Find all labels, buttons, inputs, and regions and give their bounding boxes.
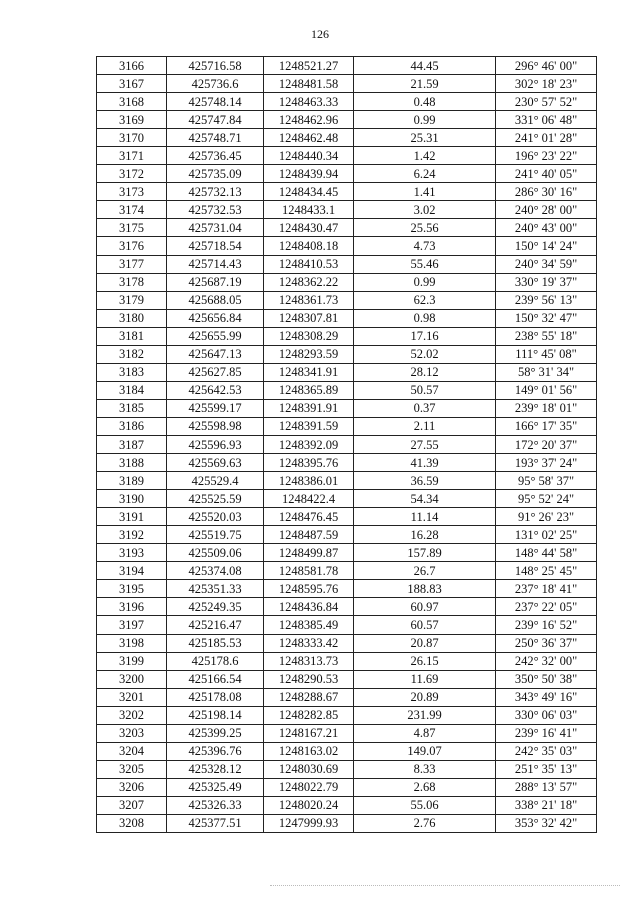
x-coordinate-cell: 425688.05 (167, 291, 264, 309)
distance-cell: 4.73 (354, 237, 496, 255)
point-number-cell: 3195 (97, 580, 167, 598)
point-number-cell: 3200 (97, 670, 167, 688)
bearing-cell: 111° 45' 08" (496, 345, 597, 363)
table-row (97, 237, 597, 255)
y-coordinate-cell: 1248030.69 (264, 760, 354, 778)
table-row (97, 381, 597, 399)
distance-cell: 0.48 (354, 93, 496, 111)
point-number-cell: 3201 (97, 688, 167, 706)
y-coordinate-cell: 1248581.78 (264, 562, 354, 580)
distance-cell: 20.87 (354, 634, 496, 652)
bearing-cell: 95° 58' 37" (496, 472, 597, 490)
point-number-cell: 3181 (97, 327, 167, 345)
y-coordinate-cell: 1248361.73 (264, 291, 354, 309)
point-number-cell: 3199 (97, 652, 167, 670)
point-number-cell: 3177 (97, 255, 167, 273)
y-coordinate-cell: 1248439.94 (264, 165, 354, 183)
bearing-cell: 238° 55' 18" (496, 327, 597, 345)
bearing-cell: 286° 30' 16" (496, 183, 597, 201)
x-coordinate-cell: 425627.85 (167, 363, 264, 381)
y-coordinate-cell: 1248430.47 (264, 219, 354, 237)
distance-cell: 149.07 (354, 742, 496, 760)
bearing-cell: 150° 32' 47" (496, 309, 597, 327)
point-number-cell: 3185 (97, 399, 167, 417)
point-number-cell: 3175 (97, 219, 167, 237)
distance-cell: 0.99 (354, 111, 496, 129)
point-number-cell: 3191 (97, 508, 167, 526)
table-row (97, 309, 597, 327)
table-row (97, 93, 597, 111)
x-coordinate-cell: 425525.59 (167, 490, 264, 508)
y-coordinate-cell: 1248282.85 (264, 706, 354, 724)
table-row (97, 580, 597, 598)
point-number-cell: 3196 (97, 598, 167, 616)
point-number-cell: 3173 (97, 183, 167, 201)
table-row (97, 634, 597, 652)
y-coordinate-cell: 1248333.42 (264, 634, 354, 652)
point-number-cell: 3172 (97, 165, 167, 183)
bearing-cell: 193° 37' 24" (496, 454, 597, 472)
distance-cell: 1.42 (354, 147, 496, 165)
bearing-cell: 338° 21' 18" (496, 796, 597, 814)
bearing-cell: 302° 18' 23" (496, 75, 597, 93)
distance-cell: 28.12 (354, 363, 496, 381)
point-number-cell: 3168 (97, 93, 167, 111)
y-coordinate-cell: 1248440.34 (264, 147, 354, 165)
table-row (97, 435, 597, 453)
table-row (97, 291, 597, 309)
point-number-cell: 3182 (97, 345, 167, 363)
table-row (97, 345, 597, 363)
table-row (97, 273, 597, 291)
page-number: 126 (311, 27, 329, 41)
y-coordinate-cell: 1248499.87 (264, 544, 354, 562)
distance-cell: 3.02 (354, 201, 496, 219)
x-coordinate-cell: 425178.08 (167, 688, 264, 706)
y-coordinate-cell: 1248463.33 (264, 93, 354, 111)
y-coordinate-cell: 1247999.93 (264, 814, 354, 832)
x-coordinate-cell: 425569.63 (167, 454, 264, 472)
x-coordinate-cell: 425529.4 (167, 472, 264, 490)
x-coordinate-cell: 425396.76 (167, 742, 264, 760)
table-row (97, 147, 597, 165)
distance-cell: 0.99 (354, 273, 496, 291)
bearing-cell: 196° 23' 22" (496, 147, 597, 165)
point-number-cell: 3194 (97, 562, 167, 580)
x-coordinate-cell: 425178.6 (167, 652, 264, 670)
distance-cell: 60.57 (354, 616, 496, 634)
point-number-cell: 3187 (97, 435, 167, 453)
table-row (97, 57, 597, 75)
x-coordinate-cell: 425598.98 (167, 417, 264, 435)
point-number-cell: 3171 (97, 147, 167, 165)
y-coordinate-cell: 1248020.24 (264, 796, 354, 814)
y-coordinate-cell: 1248288.67 (264, 688, 354, 706)
bearing-cell: 350° 50' 38" (496, 670, 597, 688)
x-coordinate-cell: 425520.03 (167, 508, 264, 526)
y-coordinate-cell: 1248313.73 (264, 652, 354, 670)
bearing-cell: 330° 06' 03" (496, 706, 597, 724)
distance-cell: 52.02 (354, 345, 496, 363)
point-number-cell: 3179 (97, 291, 167, 309)
bearing-cell: 131° 02' 25" (496, 526, 597, 544)
distance-cell: 25.56 (354, 219, 496, 237)
x-coordinate-cell: 425656.84 (167, 309, 264, 327)
x-coordinate-cell: 425718.54 (167, 237, 264, 255)
y-coordinate-cell: 1248386.01 (264, 472, 354, 490)
bearing-cell: 241° 01' 28" (496, 129, 597, 147)
y-coordinate-cell: 1248341.91 (264, 363, 354, 381)
table-row (97, 508, 597, 526)
distance-cell: 25.31 (354, 129, 496, 147)
distance-cell: 55.46 (354, 255, 496, 273)
bearing-cell: 237° 18' 41" (496, 580, 597, 598)
distance-cell: 44.45 (354, 57, 496, 75)
table-row (97, 129, 597, 147)
distance-cell: 26.7 (354, 562, 496, 580)
bearing-cell: 166° 17' 35" (496, 417, 597, 435)
y-coordinate-cell: 1248307.81 (264, 309, 354, 327)
y-coordinate-cell: 1248163.02 (264, 742, 354, 760)
y-coordinate-cell: 1248422.4 (264, 490, 354, 508)
distance-cell: 16.28 (354, 526, 496, 544)
bearing-cell: 237° 22' 05" (496, 598, 597, 616)
bearing-cell: 239° 16' 41" (496, 724, 597, 742)
point-number-cell: 3189 (97, 472, 167, 490)
bearing-cell: 288° 13' 57" (496, 778, 597, 796)
point-number-cell: 3166 (97, 57, 167, 75)
bearing-cell: 242° 35' 03" (496, 742, 597, 760)
x-coordinate-cell: 425198.14 (167, 706, 264, 724)
bearing-cell: 241° 40' 05" (496, 165, 597, 183)
table-row (97, 796, 597, 814)
y-coordinate-cell: 1248436.84 (264, 598, 354, 616)
distance-cell: 21.59 (354, 75, 496, 93)
y-coordinate-cell: 1248308.29 (264, 327, 354, 345)
bearing-cell: 148° 44' 58" (496, 544, 597, 562)
bearing-cell: 240° 34' 59" (496, 255, 597, 273)
y-coordinate-cell: 1248290.53 (264, 670, 354, 688)
coordinates-table (96, 56, 597, 833)
y-coordinate-cell: 1248476.45 (264, 508, 354, 526)
table-row (97, 165, 597, 183)
x-coordinate-cell: 425325.49 (167, 778, 264, 796)
table-row (97, 598, 597, 616)
x-coordinate-cell: 425748.14 (167, 93, 264, 111)
table-row (97, 778, 597, 796)
x-coordinate-cell: 425166.54 (167, 670, 264, 688)
y-coordinate-cell: 1248022.79 (264, 778, 354, 796)
x-coordinate-cell: 425731.04 (167, 219, 264, 237)
y-coordinate-cell: 1248462.96 (264, 111, 354, 129)
bearing-cell: 331° 06' 48" (496, 111, 597, 129)
x-coordinate-cell: 425351.33 (167, 580, 264, 598)
distance-cell: 17.16 (354, 327, 496, 345)
y-coordinate-cell: 1248293.59 (264, 345, 354, 363)
table-row (97, 219, 597, 237)
distance-cell: 62.3 (354, 291, 496, 309)
table-row (97, 544, 597, 562)
coordinates-table-body (97, 57, 597, 833)
y-coordinate-cell: 1248433.1 (264, 201, 354, 219)
bearing-cell: 330° 19' 37" (496, 273, 597, 291)
distance-cell: 6.24 (354, 165, 496, 183)
y-coordinate-cell: 1248391.91 (264, 399, 354, 417)
table-row (97, 742, 597, 760)
point-number-cell: 3208 (97, 814, 167, 832)
bearing-cell: 353° 32' 42" (496, 814, 597, 832)
distance-cell: 60.97 (354, 598, 496, 616)
y-coordinate-cell: 1248481.58 (264, 75, 354, 93)
point-number-cell: 3178 (97, 273, 167, 291)
x-coordinate-cell: 425519.75 (167, 526, 264, 544)
y-coordinate-cell: 1248167.21 (264, 724, 354, 742)
point-number-cell: 3183 (97, 363, 167, 381)
x-coordinate-cell: 425326.33 (167, 796, 264, 814)
table-row (97, 399, 597, 417)
x-coordinate-cell: 425509.06 (167, 544, 264, 562)
distance-cell: 54.34 (354, 490, 496, 508)
y-coordinate-cell: 1248434.45 (264, 183, 354, 201)
x-coordinate-cell: 425647.13 (167, 345, 264, 363)
x-coordinate-cell: 425736.45 (167, 147, 264, 165)
x-coordinate-cell: 425748.71 (167, 129, 264, 147)
distance-cell: 27.55 (354, 435, 496, 453)
point-number-cell: 3176 (97, 237, 167, 255)
table-row (97, 688, 597, 706)
distance-cell: 2.68 (354, 778, 496, 796)
distance-cell: 50.57 (354, 381, 496, 399)
x-coordinate-cell: 425374.08 (167, 562, 264, 580)
x-coordinate-cell: 425399.25 (167, 724, 264, 742)
point-number-cell: 3205 (97, 760, 167, 778)
bearing-cell: 91° 26' 23" (496, 508, 597, 526)
x-coordinate-cell: 425599.17 (167, 399, 264, 417)
point-number-cell: 3193 (97, 544, 167, 562)
table-row (97, 652, 597, 670)
bearing-cell: 242° 32' 00" (496, 652, 597, 670)
point-number-cell: 3186 (97, 417, 167, 435)
point-number-cell: 3204 (97, 742, 167, 760)
distance-cell: 20.89 (354, 688, 496, 706)
x-coordinate-cell: 425216.47 (167, 616, 264, 634)
x-coordinate-cell: 425687.19 (167, 273, 264, 291)
x-coordinate-cell: 425747.84 (167, 111, 264, 129)
bearing-cell: 239° 16' 52" (496, 616, 597, 634)
bearing-cell: 239° 18' 01" (496, 399, 597, 417)
x-coordinate-cell: 425736.6 (167, 75, 264, 93)
distance-cell: 11.69 (354, 670, 496, 688)
x-coordinate-cell: 425328.12 (167, 760, 264, 778)
point-number-cell: 3207 (97, 796, 167, 814)
distance-cell: 8.33 (354, 760, 496, 778)
y-coordinate-cell: 1248391.59 (264, 417, 354, 435)
y-coordinate-cell: 1248410.53 (264, 255, 354, 273)
table-row (97, 490, 597, 508)
table-row (97, 814, 597, 832)
bearing-cell: 149° 01' 56" (496, 381, 597, 399)
point-number-cell: 3190 (97, 490, 167, 508)
y-coordinate-cell: 1248487.59 (264, 526, 354, 544)
bearing-cell: 251° 35' 13" (496, 760, 597, 778)
point-number-cell: 3198 (97, 634, 167, 652)
y-coordinate-cell: 1248595.76 (264, 580, 354, 598)
y-coordinate-cell: 1248385.49 (264, 616, 354, 634)
x-coordinate-cell: 425716.58 (167, 57, 264, 75)
bearing-cell: 296° 46' 00" (496, 57, 597, 75)
point-number-cell: 3180 (97, 309, 167, 327)
distance-cell: 55.06 (354, 796, 496, 814)
y-coordinate-cell: 1248521.27 (264, 57, 354, 75)
distance-cell: 0.37 (354, 399, 496, 417)
distance-cell: 2.11 (354, 417, 496, 435)
distance-cell: 36.59 (354, 472, 496, 490)
table-row (97, 75, 597, 93)
bearing-cell: 148° 25' 45" (496, 562, 597, 580)
x-coordinate-cell: 425596.93 (167, 435, 264, 453)
table-row (97, 454, 597, 472)
x-coordinate-cell: 425249.35 (167, 598, 264, 616)
x-coordinate-cell: 425642.53 (167, 381, 264, 399)
distance-cell: 0.98 (354, 309, 496, 327)
table-row (97, 472, 597, 490)
distance-cell: 157.89 (354, 544, 496, 562)
bearing-cell: 250° 36' 37" (496, 634, 597, 652)
table-row (97, 760, 597, 778)
distance-cell: 41.39 (354, 454, 496, 472)
y-coordinate-cell: 1248408.18 (264, 237, 354, 255)
point-number-cell: 3174 (97, 201, 167, 219)
point-number-cell: 3202 (97, 706, 167, 724)
distance-cell: 11.14 (354, 508, 496, 526)
point-number-cell: 3167 (97, 75, 167, 93)
x-coordinate-cell: 425735.09 (167, 165, 264, 183)
bearing-cell: 343° 49' 16" (496, 688, 597, 706)
y-coordinate-cell: 1248462.48 (264, 129, 354, 147)
bearing-cell: 58° 31' 34" (496, 363, 597, 381)
bearing-cell: 239° 56' 13" (496, 291, 597, 309)
table-row (97, 616, 597, 634)
table-row (97, 526, 597, 544)
x-coordinate-cell: 425185.53 (167, 634, 264, 652)
table-row (97, 706, 597, 724)
table-row (97, 183, 597, 201)
point-number-cell: 3170 (97, 129, 167, 147)
bearing-cell: 230° 57' 52" (496, 93, 597, 111)
bearing-cell: 172° 20' 37" (496, 435, 597, 453)
point-number-cell: 3197 (97, 616, 167, 634)
distance-cell: 2.76 (354, 814, 496, 832)
distance-cell: 231.99 (354, 706, 496, 724)
y-coordinate-cell: 1248392.09 (264, 435, 354, 453)
distance-cell: 4.87 (354, 724, 496, 742)
point-number-cell: 3206 (97, 778, 167, 796)
distance-cell: 188.83 (354, 580, 496, 598)
table-row (97, 201, 597, 219)
table-row (97, 724, 597, 742)
point-number-cell: 3192 (97, 526, 167, 544)
point-number-cell: 3188 (97, 454, 167, 472)
bearing-cell: 240° 28' 00" (496, 201, 597, 219)
y-coordinate-cell: 1248362.22 (264, 273, 354, 291)
table-row (97, 327, 597, 345)
table-row (97, 562, 597, 580)
y-coordinate-cell: 1248365.89 (264, 381, 354, 399)
distance-cell: 1.41 (354, 183, 496, 201)
point-number-cell: 3203 (97, 724, 167, 742)
x-coordinate-cell: 425732.13 (167, 183, 264, 201)
table-row (97, 111, 597, 129)
point-number-cell: 3169 (97, 111, 167, 129)
table-row (97, 363, 597, 381)
table-row (97, 417, 597, 435)
bearing-cell: 95° 52' 24" (496, 490, 597, 508)
x-coordinate-cell: 425655.99 (167, 327, 264, 345)
footer-scan-marks (270, 885, 620, 890)
x-coordinate-cell: 425714.43 (167, 255, 264, 273)
y-coordinate-cell: 1248395.76 (264, 454, 354, 472)
table-row (97, 670, 597, 688)
x-coordinate-cell: 425732.53 (167, 201, 264, 219)
bearing-cell: 240° 43' 00" (496, 219, 597, 237)
point-number-cell: 3184 (97, 381, 167, 399)
table-row (97, 255, 597, 273)
bearing-cell: 150° 14' 24" (496, 237, 597, 255)
distance-cell: 26.15 (354, 652, 496, 670)
x-coordinate-cell: 425377.51 (167, 814, 264, 832)
